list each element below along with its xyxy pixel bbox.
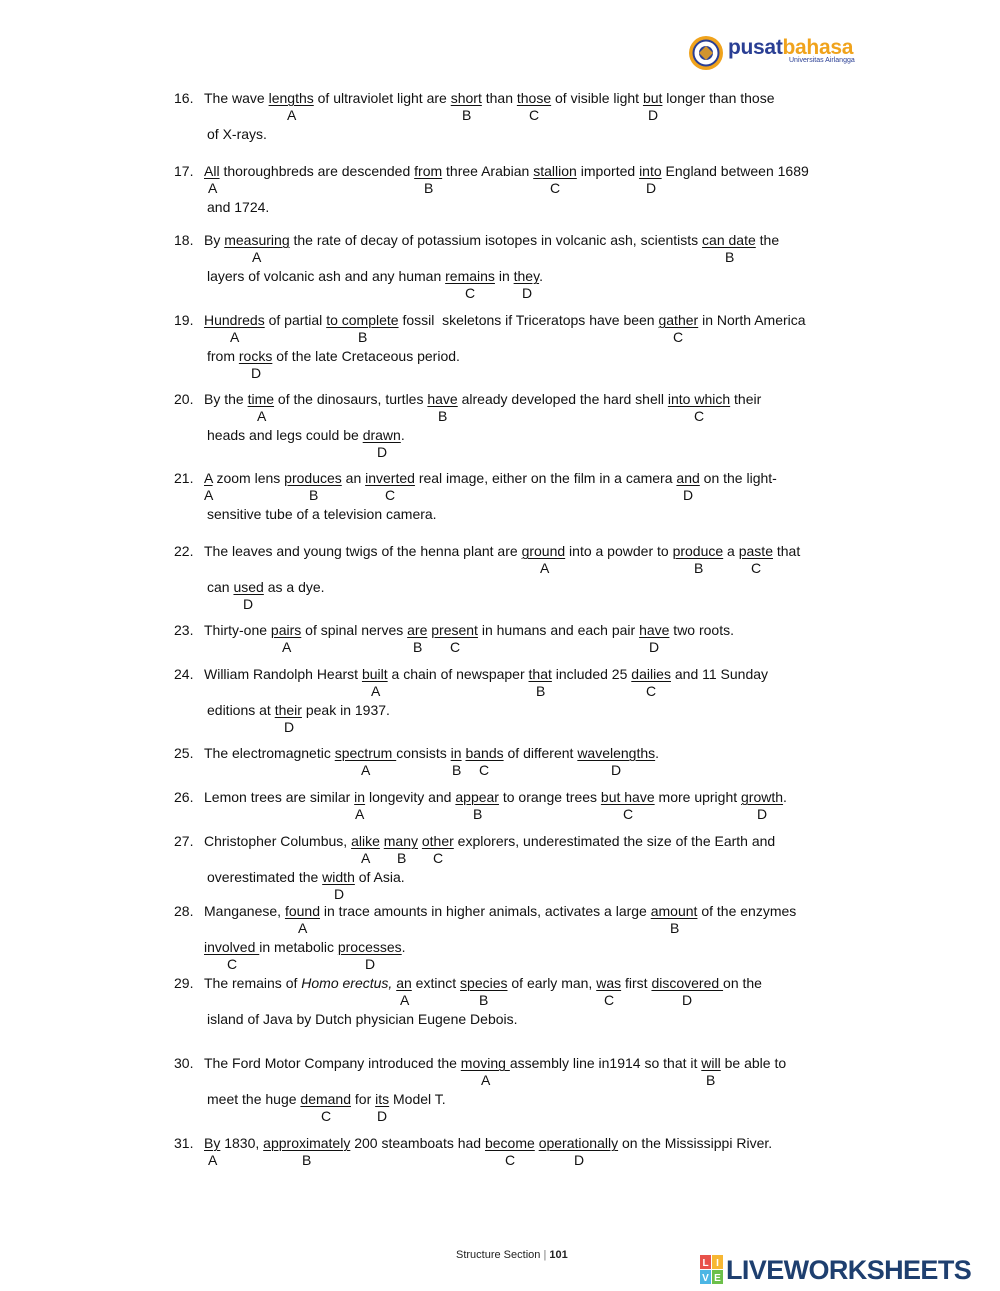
underlined-option: amount xyxy=(650,903,698,919)
sentence-text: . xyxy=(783,789,787,805)
underlined-option: discovered xyxy=(651,975,724,991)
sentence-text: in humans and each pair xyxy=(477,622,640,638)
answer-option-letter: C xyxy=(227,956,238,972)
underlined-option: found xyxy=(284,903,320,919)
sentence-text: 1830, xyxy=(220,1135,264,1151)
sentence-text: more upright xyxy=(654,789,742,805)
question-line xyxy=(207,1091,446,1107)
sentence-text: and 1724. xyxy=(207,199,270,215)
sentence-text: The electromagnetic xyxy=(204,745,335,761)
sentence-text: on the light- xyxy=(699,470,777,486)
sentence-text: imported xyxy=(576,163,640,179)
sentence-text: longevity and xyxy=(365,789,456,805)
sentence-text: on the xyxy=(723,975,762,991)
logo-name-part1: pusat xyxy=(728,36,783,59)
sentence-text: Model T. xyxy=(389,1091,446,1107)
question-number: 29. xyxy=(174,975,194,991)
sentence-text: extinct xyxy=(411,975,461,991)
liveworksheets-badge-icon xyxy=(700,1255,724,1285)
sentence-text: editions at xyxy=(207,702,275,718)
underlined-option: from xyxy=(414,163,443,179)
underlined-option: species xyxy=(460,975,508,991)
answer-option-letter: B xyxy=(536,683,546,699)
question-line xyxy=(207,199,269,215)
sentence-text: as a dye. xyxy=(263,579,325,595)
question-line xyxy=(207,348,460,364)
underlined-option: approximately xyxy=(263,1135,351,1151)
answer-option-letter: D xyxy=(646,180,657,196)
sentence-text: thoroughbreds are descended xyxy=(219,163,415,179)
question-line xyxy=(204,622,734,638)
answer-option-letter: A xyxy=(282,639,292,655)
underlined-option: operationally xyxy=(538,1135,619,1151)
question-line xyxy=(204,163,809,179)
underlined-option: bands xyxy=(465,745,504,761)
sentence-text: heads and legs could be xyxy=(207,427,363,443)
sentence-text: William Randolph Hearst xyxy=(204,666,362,682)
badge-letter-i: I xyxy=(716,1258,719,1269)
footer-page-number: 101 xyxy=(549,1249,568,1261)
sentence-text: Lemon trees are similar xyxy=(204,789,355,805)
answer-option-letter: C xyxy=(385,487,396,503)
question-number: 24. xyxy=(174,666,194,682)
sentence-text: of Asia. xyxy=(354,869,405,885)
underlined-option: in xyxy=(450,745,462,761)
sentence-text: the rate of decay of potassium isotopes in volcanic ash, scientists xyxy=(289,232,703,248)
sentence-text: Christopher Columbus, xyxy=(204,833,352,849)
answer-option-letter: C xyxy=(751,560,762,576)
underlined-option: All xyxy=(204,163,220,179)
underlined-option: have xyxy=(639,622,670,638)
answer-option-letter: C xyxy=(450,639,461,655)
sentence-text: a chain of newspaper xyxy=(387,666,529,682)
sentence-text: can xyxy=(207,579,234,595)
sentence-text: of visible light xyxy=(551,90,643,106)
sentence-text: consists xyxy=(396,745,451,761)
sentence-text: of the enzymes xyxy=(697,903,797,919)
question-line xyxy=(204,391,761,407)
question-number: 27. xyxy=(174,833,194,849)
question-line xyxy=(204,833,775,849)
sentence-text: . xyxy=(539,268,543,284)
sentence-text: included 25 xyxy=(551,666,632,682)
question-number: 22. xyxy=(174,543,194,559)
answer-option-letter: C xyxy=(479,762,490,778)
sentence-text: to orange trees xyxy=(498,789,601,805)
answer-option-letter: D xyxy=(757,806,768,822)
sentence-text: a xyxy=(723,543,739,559)
answer-option-letter: B xyxy=(397,850,407,866)
sentence-text: meet the huge xyxy=(207,1091,301,1107)
answer-option-letter: A xyxy=(208,1152,218,1168)
question-line xyxy=(204,975,762,991)
sentence-text: 200 steamboats had xyxy=(350,1135,485,1151)
sentence-text: By xyxy=(204,232,225,248)
answer-option-letter: C xyxy=(433,850,444,866)
sentence-text: . xyxy=(400,427,405,443)
underlined-option: alike xyxy=(351,833,380,849)
underlined-option: was xyxy=(596,975,622,991)
sentence-text: layers of volcanic ash and any human xyxy=(207,268,446,284)
sentence-text: their xyxy=(730,391,762,407)
underlined-option: used xyxy=(233,579,264,595)
underlined-option: an xyxy=(396,975,412,991)
underlined-option: gather xyxy=(658,312,699,328)
answer-option-letter: A xyxy=(371,683,381,699)
underlined-option: their xyxy=(274,702,302,718)
sentence-text: Manganese, xyxy=(204,903,285,919)
underlined-option: growth xyxy=(741,789,784,805)
sentence-text: assembly line in1914 so that it xyxy=(509,1055,702,1071)
answer-option-letter: C xyxy=(646,683,657,699)
sentence-text: The Ford Motor Company introduced the xyxy=(204,1055,461,1071)
sentence-text: be able to xyxy=(720,1055,787,1071)
badge-letter-e: E xyxy=(714,1273,721,1284)
question-number: 19. xyxy=(174,312,194,328)
underlined-option: those xyxy=(516,90,552,106)
underlined-option: but xyxy=(642,90,663,106)
sentence-text: zoom lens xyxy=(212,470,285,486)
question-line xyxy=(204,903,796,919)
sentence-text: explorers, underestimated the size of the Earth and xyxy=(453,833,776,849)
underlined-option: rocks xyxy=(238,348,273,364)
answer-option-letter: B xyxy=(473,806,483,822)
question-line xyxy=(207,427,405,443)
underlined-option: demand xyxy=(300,1091,351,1107)
underlined-option: have xyxy=(427,391,458,407)
footer-separator: | xyxy=(543,1249,547,1261)
answer-option-letter: B xyxy=(706,1072,716,1088)
sentence-text: island of Java by Dutch physician Eugene Debois. xyxy=(207,1011,518,1027)
question-line xyxy=(204,470,777,486)
answer-option-letter: C xyxy=(623,806,634,822)
underlined-option: involved xyxy=(204,939,260,955)
answer-option-letter: A xyxy=(298,920,308,936)
answer-option-letter: D xyxy=(648,107,659,123)
underlined-option: time xyxy=(247,391,275,407)
sentence-text: already developed the hard shell xyxy=(457,391,668,407)
question-line xyxy=(204,232,779,248)
answer-option-letter: A xyxy=(257,408,267,424)
answer-option-letter: B xyxy=(413,639,423,655)
answer-option-letter: D xyxy=(522,285,533,301)
answer-option-letter: D xyxy=(251,365,262,381)
answer-option-letter: C xyxy=(694,408,705,424)
underlined-option: short xyxy=(450,90,482,106)
answer-option-letter: B xyxy=(670,920,680,936)
question-number: 16. xyxy=(174,90,194,106)
underlined-option: present xyxy=(431,622,478,638)
underlined-option: pairs xyxy=(270,622,302,638)
sentence-text: of ultraviolet light are xyxy=(313,90,451,106)
question-line xyxy=(207,126,267,142)
sentence-text: in xyxy=(494,268,514,284)
sentence-text: in North America xyxy=(698,312,806,328)
sentence-text: an xyxy=(341,470,366,486)
underlined-option: produce xyxy=(672,543,724,559)
answer-option-letter: D xyxy=(611,762,622,778)
sentence-text: and 11 Sunday xyxy=(670,666,769,682)
underlined-option: and xyxy=(676,470,700,486)
answer-option-letter: C xyxy=(465,285,476,301)
question-line xyxy=(204,939,406,955)
underlined-option: drawn xyxy=(362,427,401,443)
underlined-option: are xyxy=(407,622,428,638)
answer-option-letter: C xyxy=(321,1108,332,1124)
sentence-text: of early man, xyxy=(507,975,597,991)
underlined-option: A xyxy=(204,470,213,486)
answer-option-letter: C xyxy=(604,992,615,1008)
underlined-option: moving xyxy=(460,1055,510,1071)
underlined-option: in xyxy=(354,789,366,805)
question-line xyxy=(207,268,543,284)
question-number: 28. xyxy=(174,903,194,919)
underlined-option: will xyxy=(701,1055,721,1071)
sentence-text: than xyxy=(481,90,517,106)
sentence-text: The remains of xyxy=(204,975,302,991)
sentence-text: for xyxy=(351,1091,376,1107)
underlined-option: become xyxy=(484,1135,535,1151)
answer-option-letter: A xyxy=(204,487,214,503)
underlined-option: wavelengths xyxy=(577,745,656,761)
logo-name-part2: bahasa xyxy=(782,36,854,59)
question-line xyxy=(207,1011,518,1027)
answer-option-letter: A xyxy=(361,762,371,778)
question-number: 23. xyxy=(174,622,194,638)
question-line xyxy=(204,312,806,328)
underlined-option: dailies xyxy=(631,666,671,682)
question-line xyxy=(207,506,437,522)
question-line xyxy=(207,579,325,595)
sentence-text: By the xyxy=(204,391,248,407)
answer-option-letter: D xyxy=(682,992,693,1008)
answer-option-letter: D xyxy=(284,719,295,735)
question-line xyxy=(204,1055,786,1071)
question-number: 18. xyxy=(174,232,194,248)
underlined-option: can date xyxy=(702,232,756,248)
underlined-option: that xyxy=(528,666,552,682)
sentence-text: The leaves and young twigs of the henna plant are xyxy=(204,543,522,559)
answer-option-letter: A xyxy=(481,1072,491,1088)
sentence-text: first xyxy=(621,975,652,991)
question-line xyxy=(207,869,405,885)
sentence-text: that xyxy=(772,543,801,559)
answer-option-letter: B xyxy=(479,992,489,1008)
underlined-option: but have xyxy=(600,789,655,805)
sentence-text: Thirty-one xyxy=(204,622,271,638)
underlined-option: to complete xyxy=(326,312,399,328)
sentence-text: three Arabian xyxy=(442,163,534,179)
question-number: 21. xyxy=(174,470,194,486)
answer-option-letter: B xyxy=(452,762,462,778)
answer-option-letter: A xyxy=(287,107,297,123)
question-number: 20. xyxy=(174,391,194,407)
question-number: 30. xyxy=(174,1055,194,1071)
underlined-option: built xyxy=(361,666,388,682)
watermark-text: LIVEWORKSHEETS xyxy=(726,1255,972,1285)
sentence-text: overestimated the xyxy=(207,869,323,885)
underlined-option: stallion xyxy=(533,163,577,179)
answer-option-letter: D xyxy=(243,596,254,612)
underlined-option: lengths xyxy=(268,90,314,106)
answer-option-letter: A xyxy=(208,180,218,196)
answer-option-letter: D xyxy=(683,487,694,503)
answer-option-letter: D xyxy=(574,1152,585,1168)
answer-option-letter: B xyxy=(694,560,704,576)
question-number: 31. xyxy=(174,1135,194,1151)
underlined-option: into xyxy=(639,163,662,179)
sentence-text: fossil skeletons if Triceratops have been xyxy=(398,312,659,328)
sentence-text: in trace amounts in higher animals, activates a large xyxy=(320,903,651,919)
sentence-text: of partial xyxy=(264,312,327,328)
answer-option-letter: A xyxy=(355,806,365,822)
answer-option-letter: B xyxy=(462,107,472,123)
sentence-text: of X-rays. xyxy=(207,126,267,142)
underlined-option: By xyxy=(204,1135,221,1151)
question-number: 17. xyxy=(174,163,194,179)
university-seal-icon xyxy=(688,35,724,71)
answer-option-letter: B xyxy=(309,487,319,503)
answer-option-letter: D xyxy=(377,444,388,460)
answer-option-letter: D xyxy=(649,639,660,655)
answer-option-letter: A xyxy=(230,329,240,345)
question-line xyxy=(204,666,768,682)
answer-option-letter: D xyxy=(365,956,376,972)
answer-option-letter: B xyxy=(725,249,735,265)
italic-term: Homo erectus, xyxy=(301,975,393,991)
sentence-text: sensitive tube of a television camera. xyxy=(207,506,437,522)
footer-section-label: Structure Section xyxy=(456,1249,541,1261)
underlined-option: width xyxy=(322,869,355,885)
sentence-text: in metabolic xyxy=(259,939,338,955)
badge-letter-l: L xyxy=(702,1258,709,1269)
sentence-text: of the dinosaurs, turtles xyxy=(274,391,428,407)
underlined-option: paste xyxy=(738,543,773,559)
pusat-bahasa-logo xyxy=(688,34,878,74)
sentence-text: real image, either on the film in a camera xyxy=(414,470,677,486)
sentence-text: longer than those xyxy=(662,90,775,106)
sentence-text: . xyxy=(655,745,660,761)
answer-option-letter: B xyxy=(358,329,368,345)
underlined-option: inverted xyxy=(365,470,415,486)
underlined-option: measuring xyxy=(224,232,290,248)
logo-subtitle: Universitas Airlangga xyxy=(789,57,855,64)
underlined-option: its xyxy=(375,1091,390,1107)
question-line xyxy=(204,543,800,559)
question-line xyxy=(204,789,787,805)
page-footer xyxy=(456,1248,568,1262)
underlined-option: appear xyxy=(455,789,499,805)
question-number: 25. xyxy=(174,745,194,761)
question-line xyxy=(204,90,775,106)
answer-option-letter: A xyxy=(540,560,550,576)
sentence-text: . xyxy=(401,939,406,955)
underlined-option: many xyxy=(383,833,418,849)
sentence-text: peak in 1937. xyxy=(301,702,390,718)
underlined-option: Hundreds xyxy=(204,312,265,328)
question-line xyxy=(207,702,390,718)
answer-option-letter: C xyxy=(505,1152,516,1168)
answer-option-letter: D xyxy=(334,886,345,902)
sentence-text: of different xyxy=(503,745,578,761)
question-number: 26. xyxy=(174,789,194,805)
underlined-option: other xyxy=(421,833,454,849)
answer-option-letter: B xyxy=(424,180,434,196)
answer-option-letter: C xyxy=(550,180,561,196)
answer-option-letter: C xyxy=(673,329,684,345)
sentence-text: on the Mississippi River. xyxy=(618,1135,773,1151)
sentence-text: The wave xyxy=(204,90,269,106)
sentence-text: of spinal nerves xyxy=(301,622,408,638)
underlined-option: they xyxy=(513,268,540,284)
sentence-text: into a powder to xyxy=(565,543,673,559)
sentence-text: the xyxy=(755,232,780,248)
sentence-text: of the late Cretaceous period. xyxy=(272,348,460,364)
answer-option-letter: A xyxy=(361,850,371,866)
answer-option-letter: B xyxy=(302,1152,312,1168)
sentence-text: England between 1689 xyxy=(661,163,809,179)
underlined-option: spectrum xyxy=(334,745,397,761)
answer-option-letter: A xyxy=(400,992,410,1008)
question-line xyxy=(204,1135,772,1151)
underlined-option: processes xyxy=(337,939,402,955)
answer-option-letter: D xyxy=(377,1108,388,1124)
answer-option-letter: C xyxy=(529,107,540,123)
sentence-text: two roots. xyxy=(669,622,735,638)
answer-option-letter: A xyxy=(252,249,262,265)
underlined-option: produces xyxy=(284,470,342,486)
underlined-option: remains xyxy=(445,268,495,284)
answer-option-letter: B xyxy=(438,408,448,424)
liveworksheets-watermark xyxy=(700,1254,996,1286)
sentence-text: from xyxy=(207,348,239,364)
badge-letter-v: V xyxy=(702,1273,709,1284)
question-line xyxy=(204,745,659,761)
underlined-option: into which xyxy=(667,391,731,407)
underlined-option: ground xyxy=(521,543,566,559)
